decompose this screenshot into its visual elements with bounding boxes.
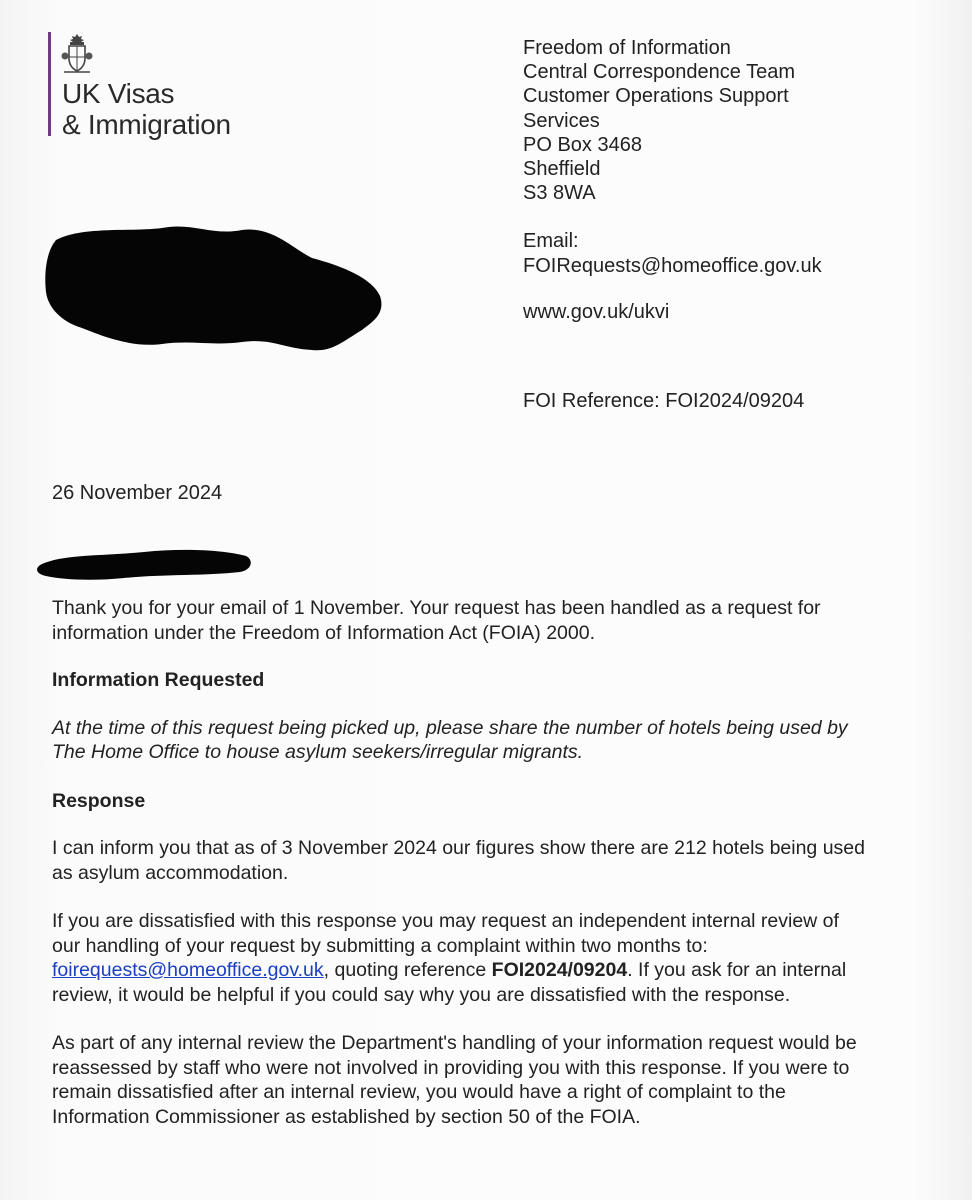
review-text-3: . If you ask for an internal review, it would be helpful if you could say why you are dissatisfied with the response. [52, 959, 847, 1006]
address-line: Sheffield [523, 158, 601, 181]
requested-question: At the time of this request being picked up, please share the number of hotels being used by The Home Office to house asylum seekers/irregular migrants. [52, 716, 848, 763]
review-text-2: , quoting reference [323, 959, 492, 981]
brand-name-line2: & Immigration [62, 109, 231, 140]
sender-email[interactable]: FOIRequests@homeoffice.gov.uk [523, 254, 822, 277]
address-line: Central Correspondence Team [523, 61, 796, 84]
review-text-1: If you are dissatisfied with this response you may request an independent internal review of our handling of your request by submitting a complaint within two months to: [52, 910, 839, 957]
foi-reference: FOI Reference: FOI2024/09204 [523, 390, 805, 413]
address-line: PO Box 3468 [523, 133, 642, 156]
email-label: Email: [523, 230, 579, 253]
sender-address-block [523, 36, 822, 413]
review-reference: FOI2024/09204 [491, 959, 628, 981]
letter-body [52, 596, 872, 1129]
review-email-link[interactable]: foirequests@homeoffice.gov.uk [52, 959, 324, 981]
internal-review-paragraph [52, 909, 872, 1007]
address-line: Customer Operations Support [523, 85, 789, 108]
redacted-salutation [34, 544, 254, 584]
commissioner-paragraph: As part of any internal review the Department's handling of your information request would be reassessed by staff who were not involved in providing you with this response. If you were to remain dissatisfied after an internal review, you would have a right of complaint to the Information Commissioner as established by section 50 of the FOIA. [52, 1032, 857, 1128]
sender-website[interactable]: www.gov.uk/ukvi [523, 300, 670, 323]
brand-accent-bar [48, 32, 51, 136]
address-line: Freedom of Information [523, 37, 731, 59]
address-line: Services [523, 109, 600, 132]
redacted-recipient-address [42, 218, 386, 356]
thanks-paragraph: Thank you for your email of 1 November. Your request has been handled as a request for information under the Freedom of Information Act (FOIA) 2000. [52, 597, 821, 644]
letter-date: 26 November 2024 [52, 482, 223, 504]
royal-crest-icon [60, 32, 94, 76]
address-line: S3 8WA [523, 182, 596, 205]
response-paragraph: I can inform you that as of 3 November 2024 our figures show there are 212 hotels being used as asylum accommodation. [52, 837, 865, 884]
brand-name [62, 78, 231, 140]
brand-name-line1: UK Visas [62, 78, 175, 109]
heading-information-requested: Information Requested [52, 669, 265, 691]
heading-response: Response [52, 789, 146, 812]
